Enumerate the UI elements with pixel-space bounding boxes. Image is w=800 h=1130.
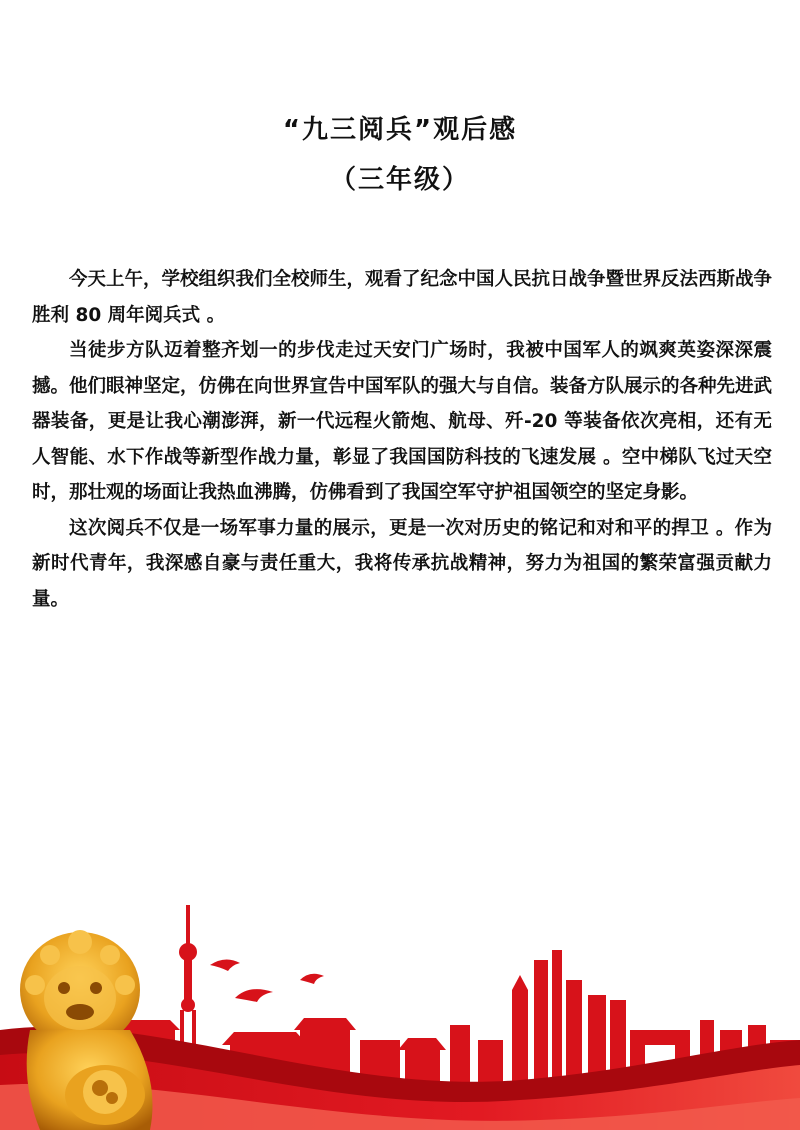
essay-body <box>32 262 772 617</box>
paragraph-intro: 今天上午，学校组织我们全校师生，观看了纪念中国人民抗日战争暨世界反法西斯战争胜利 80 周年阅兵式 。 <box>32 269 773 326</box>
paragraph-parade: 当徒步方队迈着整齐划一的步伐走过天安门广场时，我被中国军人的飒爽英姿深深震撼。他们眼神坚定，仿佛在向世界宣告中国军队的强大与自信。装备方队展示的各种先进武器装备，更是让我心潮澎湃，新一代远程火箭炮、航母、歼-20 等装备依次亮相，还有无人智能、水下作战等新型作战力量，彰显了我国国防科技的飞速发展 。空中梯队飞过天空时，那壮观的场面让我热血沸腾，仿佛看到了我国空军守护祖国领空的坚定身影。 <box>32 340 773 503</box>
doves-icon <box>210 959 324 1002</box>
title-block <box>0 108 800 202</box>
paragraph-conclusion: 这次阅兵不仅是一场军事力量的展示，更是一次对历史的铭记和对和平的捍卫 。作为新时代青年，我深感自豪与责任重大，我将传承抗战精神，努力为祖国的繁荣富强贡献力量。 <box>32 517 772 610</box>
page-title: “九三阅兵”观后感 <box>282 115 518 145</box>
grade-subtitle: （三年级） <box>329 165 470 195</box>
decorative-skyline-banner <box>0 880 800 1130</box>
